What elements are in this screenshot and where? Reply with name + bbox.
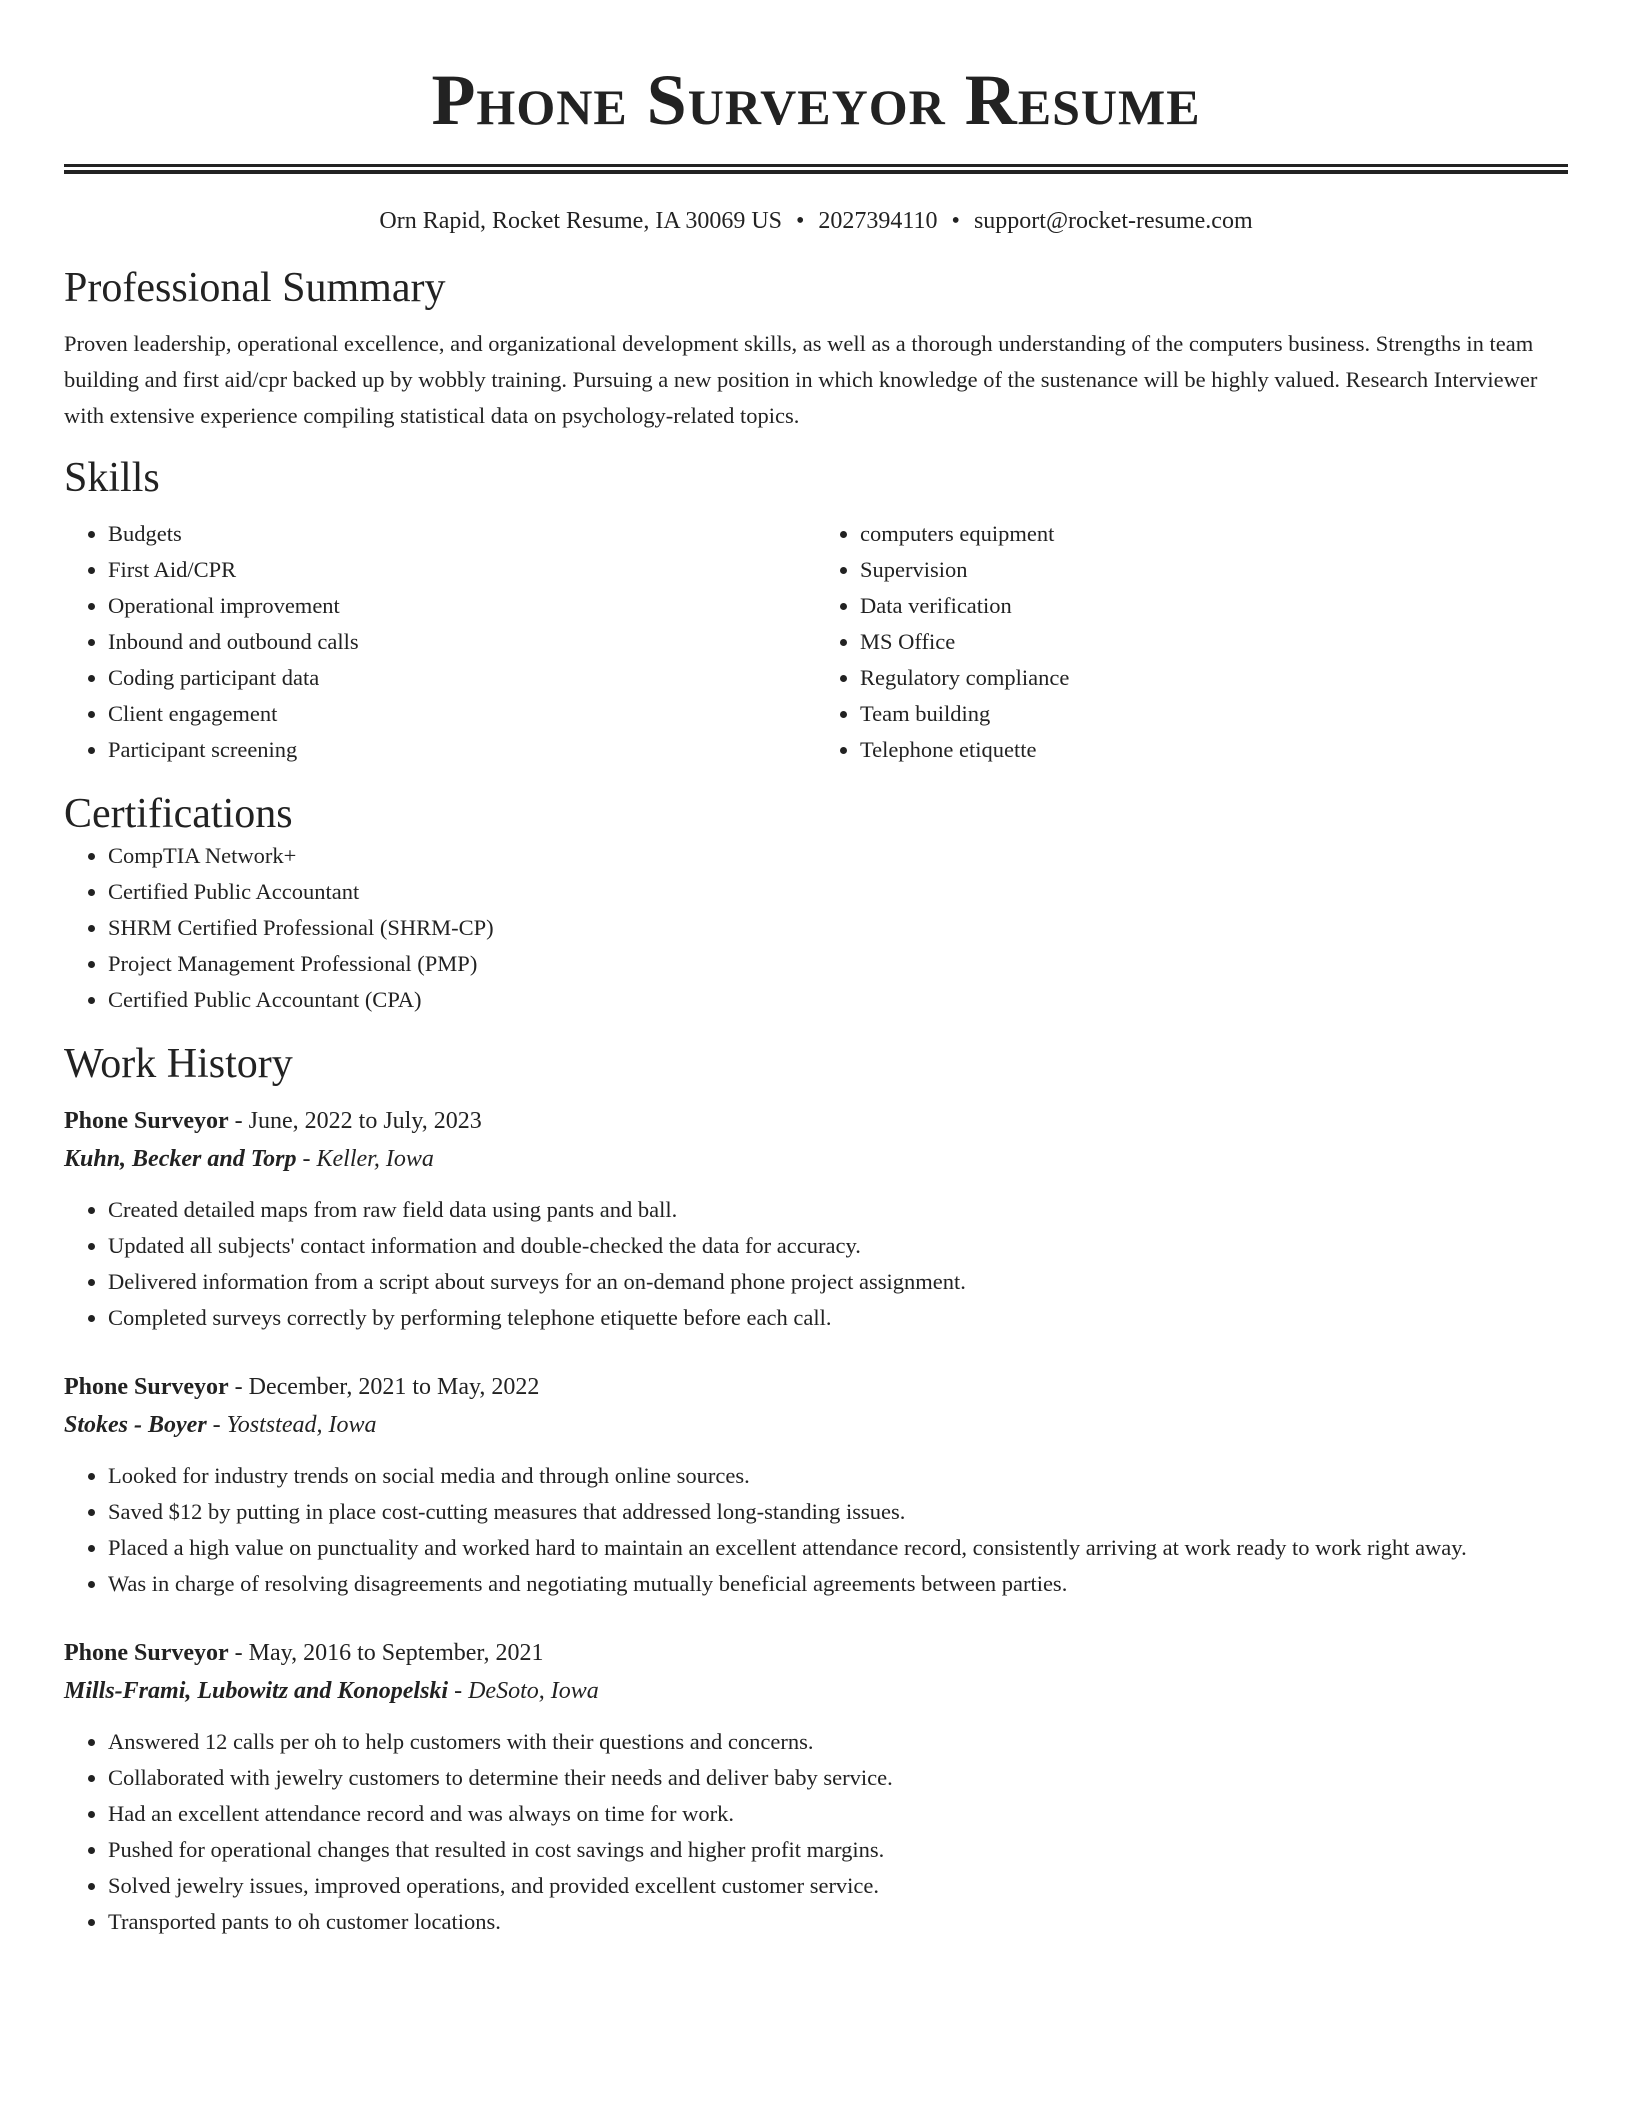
summary-text: Proven leadership, operational excellence, and organizational development skills, as well as a thorough understanding of the computers business. Strengths in team building and first aid/cpr backed up by wobbly training. Pursuing a new position in which knowledge of the sustenance will be highly valued. Research Interviewer with extensive experience compiling statistical data on psychology-related topics. [64, 331, 1538, 428]
job-duties-list [64, 1724, 1568, 1940]
job-duty-item: • Looked for industry trends on social media and through online sources. [108, 1458, 1568, 1494]
skill-item: • Team building [860, 696, 1568, 732]
dash-separator: - [228, 1374, 249, 1400]
skills-section [64, 454, 1568, 768]
job-company-line [64, 1672, 1568, 1710]
contact-separator: • [796, 208, 805, 234]
dash-separator: - [228, 1108, 249, 1134]
job-title-line [64, 1368, 1568, 1406]
job-duties-list [64, 1458, 1568, 1602]
skill-item: • Data verification [860, 588, 1568, 624]
contact-line [64, 206, 1568, 236]
job-location: Yoststead, Iowa [226, 1412, 377, 1438]
job-company: Kuhn, Becker and Torp [64, 1146, 297, 1172]
skill-item: • MS Office [860, 624, 1568, 660]
contact-email: support@rocket-resume.com [973, 208, 1253, 234]
job-duty-item: • Placed a high value on punctuality and worked hard to maintain an excellent attendance record, consistently arriving at work ready to work right away. [108, 1530, 1568, 1566]
section-heading-summary: Professional Summary [64, 265, 446, 311]
contact-separator: • [951, 208, 960, 234]
skill-item: • Regulatory compliance [860, 660, 1568, 696]
job-location: Keller, Iowa [316, 1146, 434, 1172]
skills-columns [64, 516, 1568, 768]
resume-title: Phone Surveyor Resume [431, 60, 1201, 140]
certification-item: • Certified Public Accountant (CPA) [108, 982, 1568, 1018]
skill-item: • Coding participant data [108, 660, 816, 696]
skill-item: • computers equipment [860, 516, 1568, 552]
section-heading-work-history: Work History [64, 1041, 293, 1087]
skill-item: • Supervision [860, 552, 1568, 588]
dash-separator: - [228, 1640, 249, 1666]
job-duty-item: • Solved jewelry issues, improved operations, and provided excellent customer service. [108, 1868, 1568, 1904]
job-title: Phone Surveyor [64, 1374, 229, 1400]
certifications-section [64, 790, 1568, 1018]
job-duties-list [64, 1192, 1568, 1336]
job-dates: May, 2016 to September, 2021 [248, 1640, 544, 1666]
skills-list-left [64, 516, 816, 768]
dash-separator: - [206, 1412, 227, 1438]
job-duty-item: • Saved $12 by putting in place cost-cutting measures that addressed long-standing issues. [108, 1494, 1568, 1530]
section-heading-certifications: Certifications [64, 791, 293, 837]
job-duty-item: • Had an excellent attendance record and was always on time for work. [108, 1796, 1568, 1832]
title-double-rule [64, 164, 1568, 174]
certification-item: • Certified Public Accountant [108, 874, 1568, 910]
job-duty-item: • Answered 12 calls per oh to help customers with their questions and concerns. [108, 1724, 1568, 1760]
certification-item: • Project Management Professional (PMP) [108, 946, 1568, 982]
work-history-section [64, 1040, 1568, 1940]
job-duty-item: • Created detailed maps from raw field data using pants and ball. [108, 1192, 1568, 1228]
skill-item: • Telephone etiquette [860, 732, 1568, 768]
skill-item: • Budgets [108, 516, 816, 552]
skill-item: • Client engagement [108, 696, 816, 732]
job-duty-item: • Transported pants to oh customer locations. [108, 1904, 1568, 1940]
professional-summary-section [64, 264, 1568, 434]
job-company: Stokes - Boyer [64, 1412, 207, 1438]
job-company: Mills-Frami, Lubowitz and Konopelski [64, 1678, 449, 1704]
skills-list-right [816, 516, 1568, 768]
skill-item: • Operational improvement [108, 588, 816, 624]
job-entry [64, 1368, 1568, 1602]
job-title: Phone Surveyor [64, 1640, 229, 1666]
job-duty-item: • Completed surveys correctly by performing telephone etiquette before each call. [108, 1300, 1568, 1336]
certification-item: • CompTIA Network+ [108, 838, 1568, 874]
job-duty-item: • Collaborated with jewelry customers to determine their needs and deliver baby service. [108, 1760, 1568, 1796]
job-company-line [64, 1140, 1568, 1178]
job-location: DeSoto, Iowa [468, 1678, 599, 1704]
job-duty-item: • Was in charge of resolving disagreements and negotiating mutually beneficial agreements between parties. [108, 1566, 1568, 1602]
skill-item: • Participant screening [108, 732, 816, 768]
certification-item: • SHRM Certified Professional (SHRM-CP) [108, 910, 1568, 946]
certifications-list [64, 838, 1568, 1018]
job-dates: December, 2021 to May, 2022 [248, 1374, 540, 1400]
job-dates: June, 2022 to July, 2023 [248, 1108, 482, 1134]
contact-phone: 2027394110 [818, 208, 938, 234]
skill-item: • Inbound and outbound calls [108, 624, 816, 660]
section-heading-skills: Skills [64, 455, 160, 501]
job-duty-item: • Delivered information from a script about surveys for an on-demand phone project assignment. [108, 1264, 1568, 1300]
dash-separator: - [296, 1146, 317, 1172]
job-company-line [64, 1406, 1568, 1444]
job-title-line [64, 1634, 1568, 1672]
job-title-line [64, 1102, 1568, 1140]
job-entry [64, 1634, 1568, 1940]
dash-separator: - [448, 1678, 469, 1704]
job-duty-item: • Updated all subjects' contact information and double-checked the data for accuracy. [108, 1228, 1568, 1264]
job-title: Phone Surveyor [64, 1108, 229, 1134]
contact-address: Orn Rapid, Rocket Resume, IA 30069 US [379, 208, 783, 234]
job-entry [64, 1102, 1568, 1336]
skill-item: • First Aid/CPR [108, 552, 816, 588]
job-duty-item: • Pushed for operational changes that resulted in cost savings and higher profit margins. [108, 1832, 1568, 1868]
